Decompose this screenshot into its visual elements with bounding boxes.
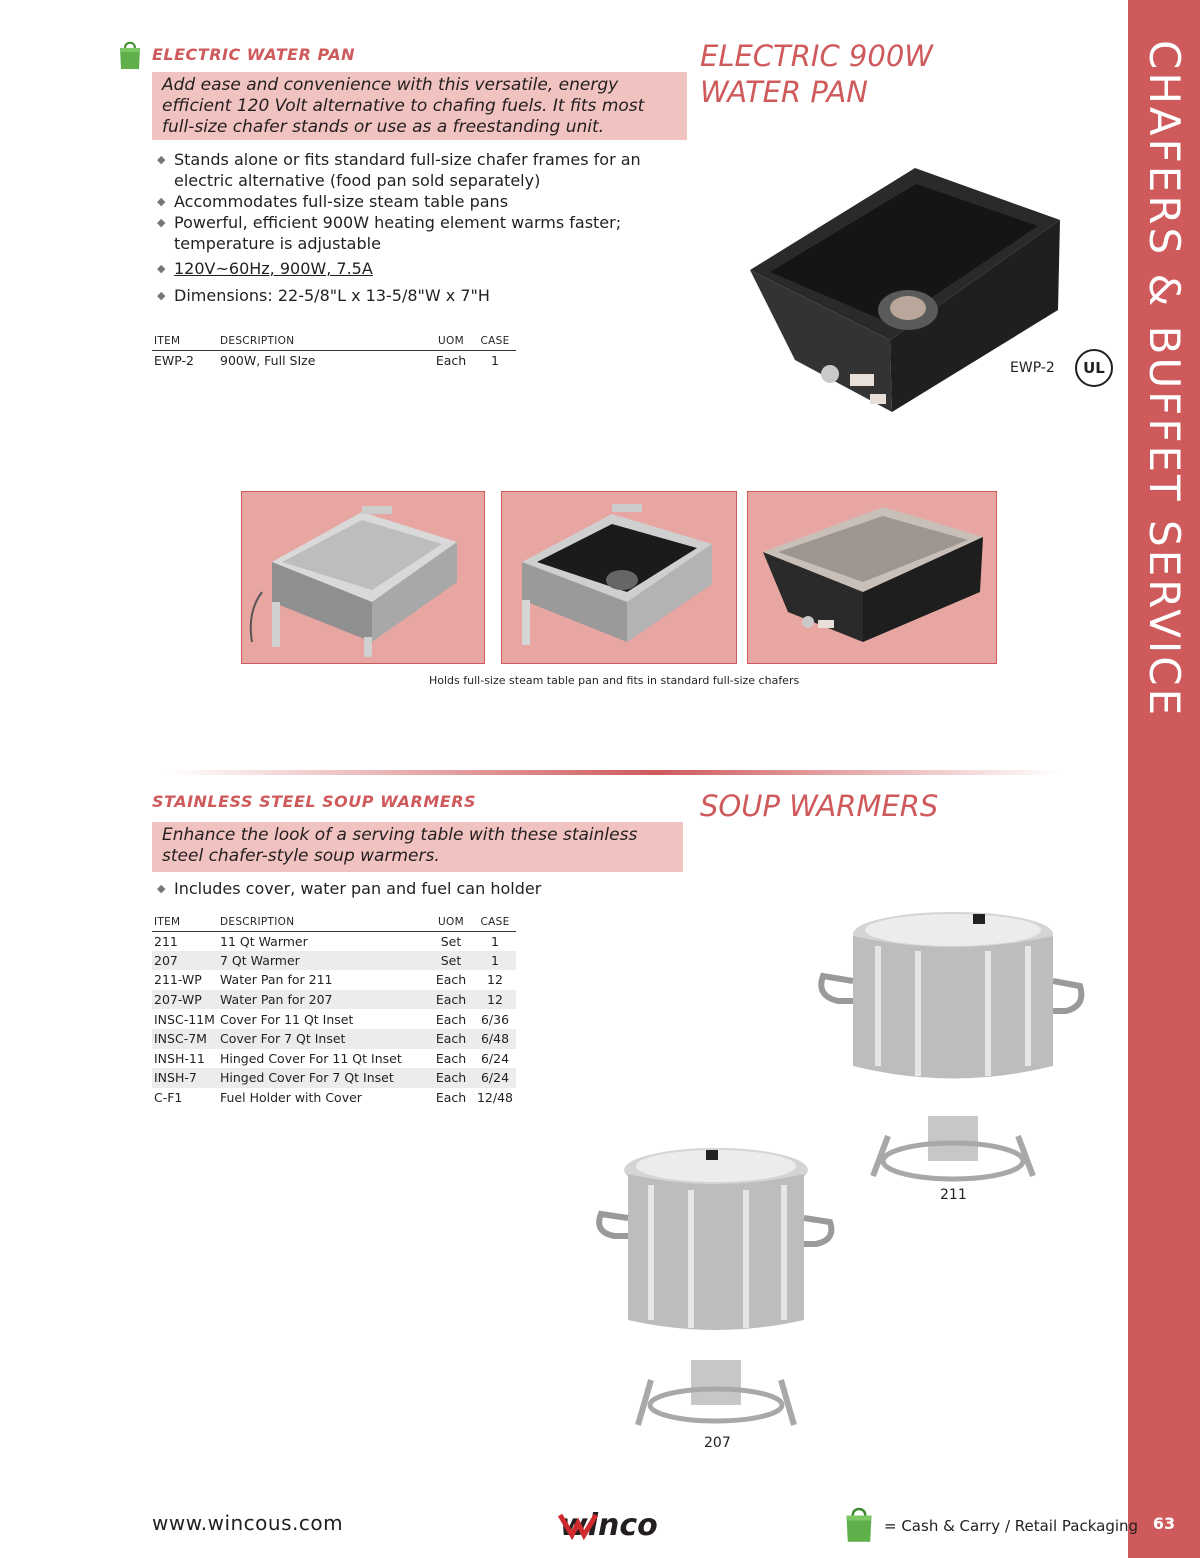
feature-bullet: ◆ 120V~60Hz, 900W, 7.5A (154, 258, 694, 279)
legend-cash-carry: = Cash & Carry / Retail Packaging (884, 1517, 1139, 1535)
table-header: ITEM DESCRIPTION UOM CASE (152, 333, 516, 350)
table-row: 207-WP Water Pan for 207 Each 12 (152, 990, 516, 1010)
shopping-bag-icon (844, 1503, 874, 1543)
photo-water-pan-with-steam-pan (747, 491, 997, 664)
table-row: INSH-7 Hinged Cover For 7 Qt Inset Each 6/24 (152, 1068, 516, 1088)
table-row: INSC-7M Cover For 7 Qt Inset Each 6/48 (152, 1029, 516, 1049)
spec-table-water-pan (152, 333, 516, 370)
table-row: INSC-11M Cover For 11 Qt Inset Each 6/36 (154, 1011, 510, 1027)
table-row: 207 7 Qt Warmer Set 1 (152, 951, 516, 971)
product-image-207 (596, 1140, 836, 1430)
table-row: INSH-11 Hinged Cover For 11 Qt Inset Each 6/24 (154, 1050, 510, 1066)
photo-chafer-frame (241, 491, 485, 664)
table-header: ITEM DESCRIPTION UOM CASE (152, 914, 516, 931)
intro-water-pan: Add ease and convenience with this versatile, energy efficient 120 Volt alternative to chafing fuels. It fits most full-size chafer stands or use as a freestanding unit. (152, 72, 687, 140)
shopping-bag-icon (118, 38, 142, 70)
photo-water-pan-in-chafer (501, 491, 737, 664)
model-label-ewp-2: EWP-2 (1010, 360, 1055, 376)
intro-soup-warmers: Enhance the look of a serving table with these stainless steel chafer-style soup warmers. (152, 822, 683, 872)
svg-text:UL: UL (1083, 359, 1105, 377)
product-image-211 (818, 906, 1088, 1186)
winco-logo (558, 1505, 688, 1541)
page-number: 63 (1152, 1514, 1176, 1533)
section-divider (165, 770, 1060, 775)
model-label-207: 207 (704, 1435, 731, 1451)
feature-bullet: ◆ Accommodates full-size steam table pans (154, 191, 694, 212)
page-title-water-pan: ELECTRIC 900W WATER PAN (700, 39, 933, 109)
section-label-water-pan: ELECTRIC WATER PAN (152, 45, 355, 64)
spec-table-soup-warmers (152, 914, 516, 1107)
feature-list-water-pan (154, 149, 694, 306)
table-row: 211-WP Water Pan for 211 Each 12 (154, 972, 503, 988)
table-row: C-F1 Fuel Holder with Cover Each 12/48 (154, 1090, 514, 1106)
feature-list-soup-warmers (154, 878, 694, 899)
photo-caption: Holds full-size steam table pan and fits in standard full-size chafers (429, 674, 800, 687)
model-label-211: 211 (940, 1187, 967, 1203)
feature-bullet: ◆ Dimensions: 22-5/8"L x 13-5/8"W x 7"H (154, 285, 694, 306)
feature-bullet: ◆ Includes cover, water pan and fuel can holder (154, 878, 694, 899)
page-title-soup-warmers: SOUP WARMERS (700, 789, 939, 823)
ul-listed-icon (1073, 347, 1115, 389)
svg-text:winco: winco (560, 1508, 658, 1541)
feature-bullet: ◆ Powerful, efficient 900W heating element warms faster; temperature is adjustable (154, 212, 694, 254)
product-image-ewp-2 (740, 150, 1070, 420)
table-row: 211 11 Qt Warmer Set 1 (154, 933, 499, 949)
section-label-soup-warmers: STAINLESS STEEL SOUP WARMERS (152, 792, 477, 811)
sidebar-title: CHAFERS & BUFFET SERVICE (1140, 40, 1189, 719)
table-row: EWP-2 900W, Full SIze Each 1 (154, 352, 499, 368)
footer-url: www.wincous.com (152, 1511, 344, 1535)
feature-bullet: ◆ Stands alone or fits standard full-size chafer frames for an electric alternative (food pan sold separately) (154, 149, 694, 191)
